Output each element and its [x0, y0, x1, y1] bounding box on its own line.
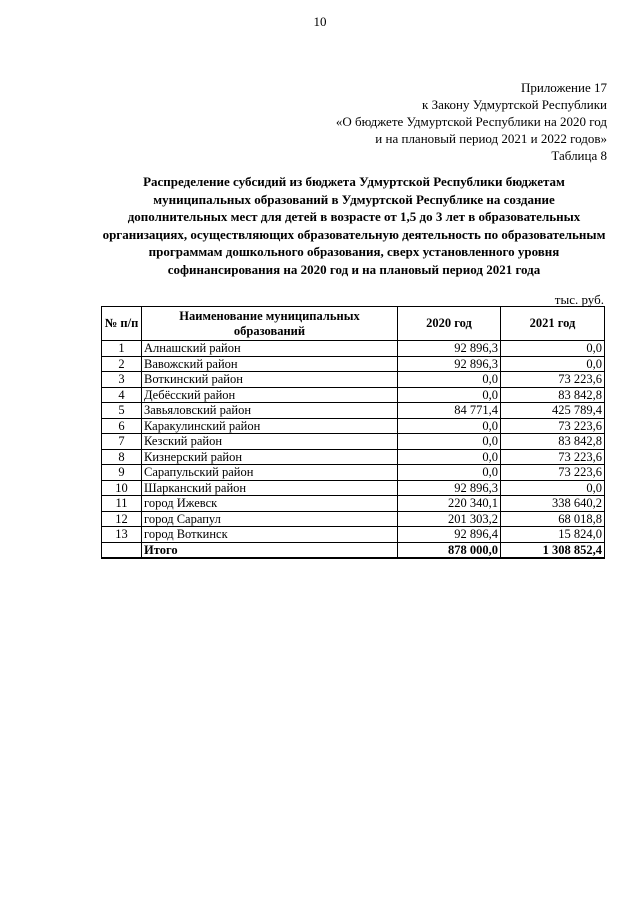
row-2020: 0,0 — [398, 418, 501, 434]
table-row — [102, 480, 605, 496]
row-name: Алнашский район — [142, 341, 398, 357]
appendix-line: «О бюджете Удмуртской Республики на 2020 год — [335, 114, 607, 129]
title-line: программам дошкольного образования, сверх установленного уровня — [148, 244, 560, 259]
row-num: 3 — [102, 372, 142, 388]
table-row — [102, 372, 605, 388]
row-2020: 92 896,3 — [398, 341, 501, 357]
table-row — [102, 449, 605, 465]
row-name: город Ижевск — [142, 496, 398, 512]
title-line: дополнительных мест для детей в возрасте от 1,5 до 3 лет в образовательных — [127, 209, 581, 224]
row-name: Кизнерский район — [142, 449, 398, 465]
row-name: Вавожский район — [142, 356, 398, 372]
row-2021: 73 223,6 — [501, 418, 605, 434]
row-num: 7 — [102, 434, 142, 450]
total-2021: 1 308 852,4 — [501, 542, 605, 558]
row-name: Сарапульский район — [142, 465, 398, 481]
row-2021: 83 842,8 — [501, 387, 605, 403]
total-num — [102, 542, 142, 558]
header-name — [142, 307, 398, 341]
row-num: 4 — [102, 387, 142, 403]
row-2021: 15 824,0 — [501, 527, 605, 543]
row-2021: 0,0 — [501, 356, 605, 372]
units-label: тыс. руб. — [554, 292, 604, 307]
row-name: Завьяловский район — [142, 403, 398, 419]
total-label: Итого — [142, 542, 398, 558]
row-2020: 92 896,3 — [398, 356, 501, 372]
row-2021: 0,0 — [501, 480, 605, 496]
header-num: № п/п — [102, 307, 142, 341]
row-num: 12 — [102, 511, 142, 527]
row-2020: 0,0 — [398, 387, 501, 403]
appendix-reference — [336, 79, 607, 164]
table-number: Таблица 8 — [551, 148, 607, 163]
appendix-line: Приложение 17 — [520, 80, 607, 95]
title-line: муниципальных образований в Удмуртской Республике на создание — [153, 191, 555, 207]
row-2021: 73 223,6 — [501, 372, 605, 388]
row-name: город Воткинск — [142, 527, 398, 543]
row-2021: 68 018,8 — [501, 511, 605, 527]
row-2020: 0,0 — [398, 449, 501, 465]
row-2020: 220 340,1 — [398, 496, 501, 512]
header-2021: 2021 год — [501, 307, 605, 341]
row-2021: 73 223,6 — [501, 465, 605, 481]
title-line: Распределение субсидий из бюджета Удмуртской Республики бюджетам — [143, 174, 565, 189]
table-header-row — [102, 307, 605, 341]
title-line: софинансирования на 2020 год и на плановый период 2021 года — [167, 261, 541, 277]
header-name-line: Наименование муниципальных — [179, 308, 360, 323]
row-2020: 0,0 — [398, 465, 501, 481]
table-row — [102, 465, 605, 481]
row-num: 13 — [102, 527, 142, 543]
row-2021: 338 640,2 — [501, 496, 605, 512]
row-2020: 84 771,4 — [398, 403, 501, 419]
row-name: Воткинский район — [142, 372, 398, 388]
total-2020: 878 000,0 — [398, 542, 501, 558]
row-num: 8 — [102, 449, 142, 465]
row-2020: 0,0 — [398, 372, 501, 388]
row-num: 1 — [102, 341, 142, 357]
row-num: 2 — [102, 356, 142, 372]
row-2021: 83 842,8 — [501, 434, 605, 450]
table-row — [102, 341, 605, 357]
appendix-line: к Закону Удмуртской Республики — [422, 97, 607, 112]
row-name: Кезский район — [142, 434, 398, 450]
title-line: организациях, осуществляющих образовательную деятельность по образовательным — [102, 226, 606, 242]
row-2020: 0,0 — [398, 434, 501, 450]
table-row — [102, 434, 605, 450]
table-row — [102, 511, 605, 527]
subsidy-table — [101, 306, 605, 559]
table-row — [102, 356, 605, 372]
row-2020: 92 896,3 — [398, 480, 501, 496]
row-2020: 201 303,2 — [398, 511, 501, 527]
table-row — [102, 387, 605, 403]
total-row — [102, 542, 605, 558]
row-num: 10 — [102, 480, 142, 496]
table-row — [102, 496, 605, 512]
row-2021: 0,0 — [501, 341, 605, 357]
row-name: Дебёсский район — [142, 387, 398, 403]
table-row — [102, 418, 605, 434]
document-title — [94, 173, 614, 278]
row-name: Шарканский район — [142, 480, 398, 496]
table-row — [102, 527, 605, 543]
row-2021: 425 789,4 — [501, 403, 605, 419]
table-row — [102, 403, 605, 419]
row-num: 11 — [102, 496, 142, 512]
row-name: Каракулинский район — [142, 418, 398, 434]
page-number: 10 — [313, 14, 327, 29]
header-2020: 2020 год — [398, 307, 501, 341]
appendix-line: и на плановый период 2021 и 2022 годов» — [375, 131, 607, 146]
row-2021: 73 223,6 — [501, 449, 605, 465]
row-name: город Сарапул — [142, 511, 398, 527]
row-num: 9 — [102, 465, 142, 481]
header-name-line: образований — [233, 323, 306, 338]
row-num: 6 — [102, 418, 142, 434]
row-2020: 92 896,4 — [398, 527, 501, 543]
row-num: 5 — [102, 403, 142, 419]
